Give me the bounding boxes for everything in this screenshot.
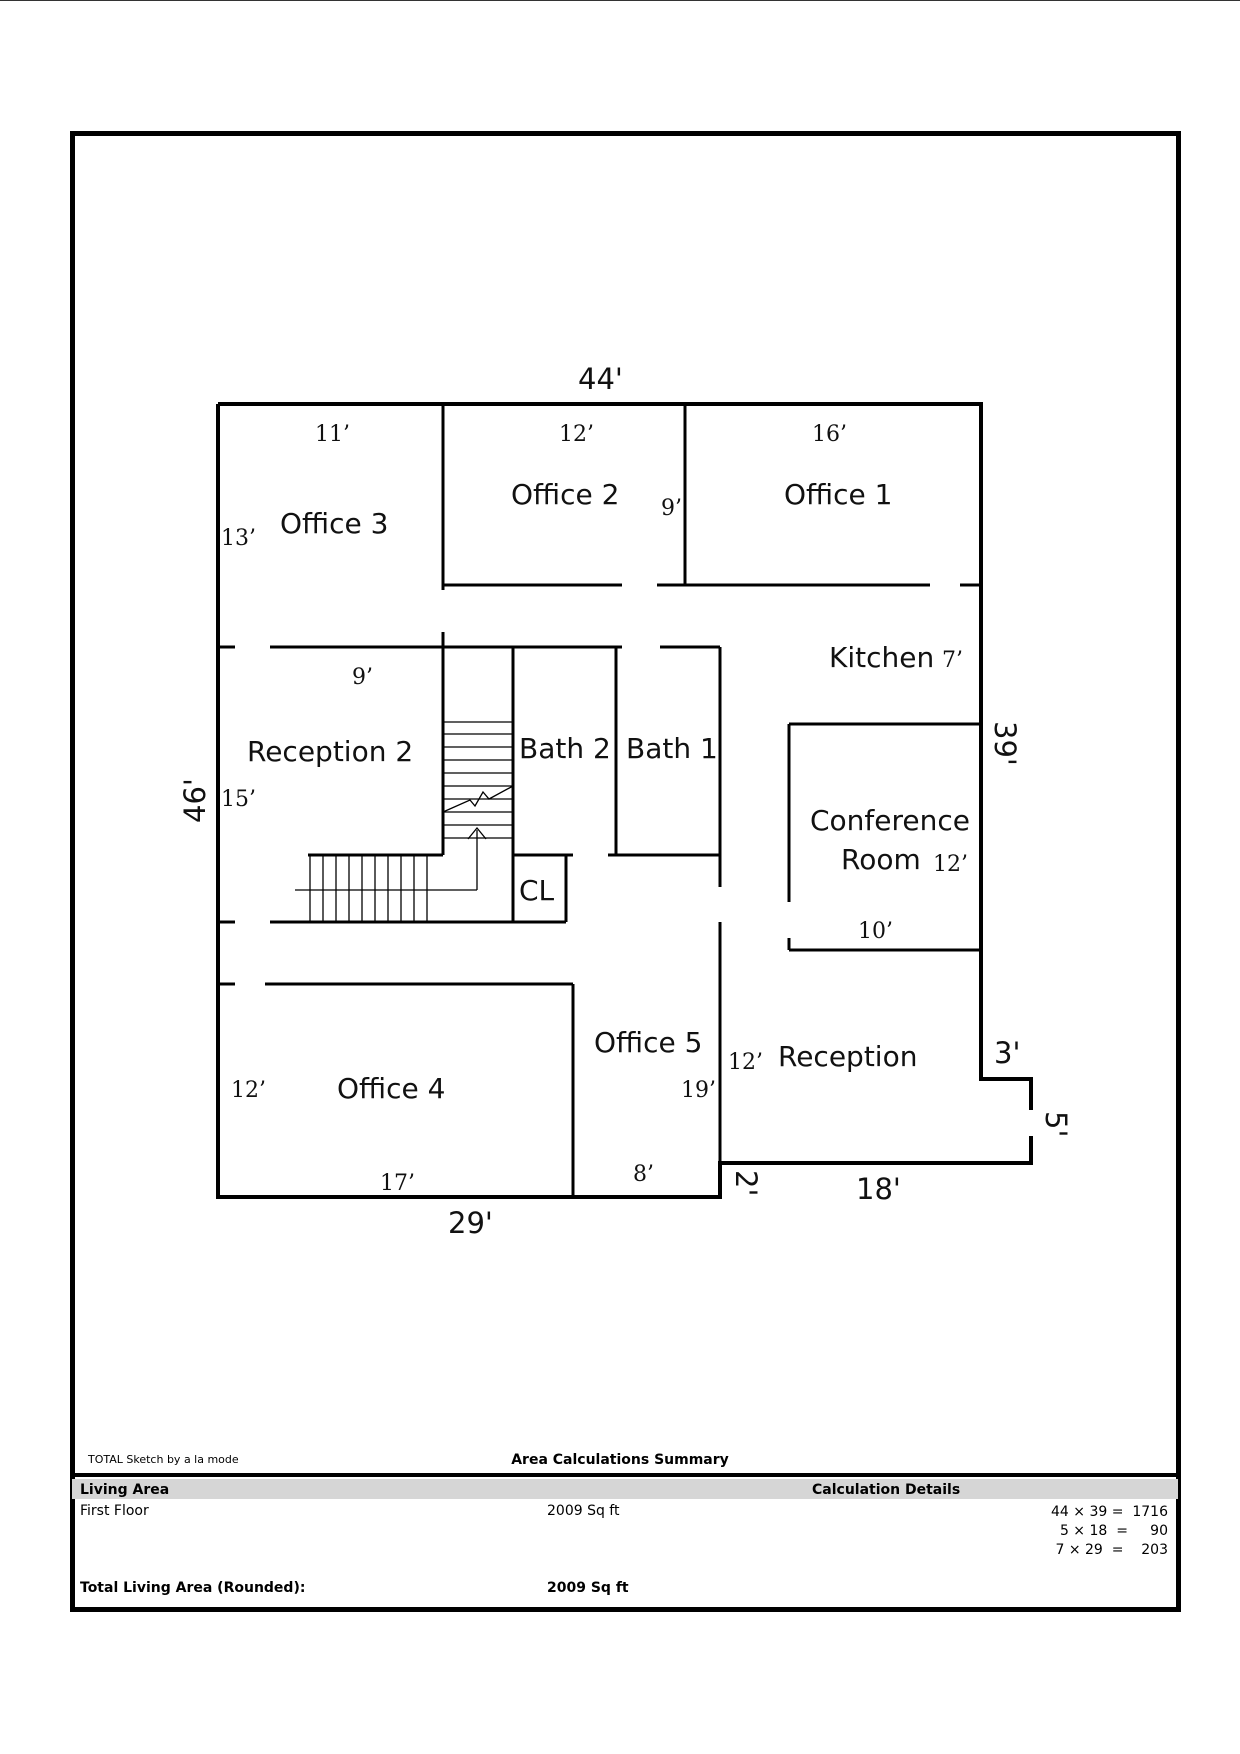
dim-office3-height: 13’ [221, 526, 256, 551]
edge-right-upper: 39' [988, 721, 1022, 766]
software-credit: TOTAL Sketch by a la mode [88, 1453, 239, 1466]
floor-name: First Floor [80, 1503, 149, 1519]
dim-office5-width: 8’ [633, 1162, 654, 1187]
edge-bottom-right: 18' [856, 1172, 901, 1206]
dim-reception2-width: 9’ [352, 665, 373, 690]
edge-top: 44' [578, 362, 623, 396]
dim-reception2-height: 15’ [221, 787, 256, 812]
room-office-2: Office 2 [511, 478, 620, 511]
calculation-lines: 44 × 39 = 1716 5 × 18 = 90 7 × 29 = 203 [1051, 1504, 1168, 1558]
dim-office5-height: 19’ [681, 1078, 716, 1103]
dim-office3-width: 11’ [315, 422, 350, 447]
room-conference-line1: Conference [810, 804, 971, 837]
dim-office2-width: 12’ [559, 422, 594, 447]
area-summary-table [72, 1473, 1178, 1609]
edge-bottom-left: 29' [448, 1206, 493, 1240]
edge-left: 46' [178, 778, 212, 823]
edge-step-small: 2' [729, 1170, 763, 1197]
room-closet: CL [519, 874, 555, 907]
dim-office2-height: 9’ [661, 496, 682, 521]
dim-kitchen: 7’ [942, 648, 963, 673]
room-conference-line2: Room [841, 843, 921, 876]
dim-conference-height: 12’ [933, 852, 968, 877]
dim-conference-width: 10’ [858, 919, 893, 944]
room-labels [247, 478, 970, 1105]
total-area-value: 2009 Sq ft [547, 1580, 629, 1596]
room-reception: Reception [778, 1040, 918, 1073]
room-bath-1: Bath 1 [626, 732, 718, 765]
room-office-4: Office 4 [337, 1072, 446, 1105]
header-calculation-details: Calculation Details [812, 1482, 961, 1498]
room-office-1: Office 1 [784, 478, 893, 511]
summary-title: Area Calculations Summary [511, 1452, 729, 1468]
dim-reception-height: 12’ [728, 1050, 763, 1075]
room-office-3: Office 3 [280, 507, 389, 540]
room-kitchen: Kitchen [829, 641, 935, 674]
floor-area: 2009 Sq ft [547, 1503, 620, 1519]
room-office-5: Office 5 [594, 1026, 703, 1059]
dim-office1-width: 16’ [812, 422, 847, 447]
summary-header-bar [72, 1479, 1178, 1499]
dim-office4-height: 12’ [231, 1078, 266, 1103]
room-reception-2: Reception 2 [247, 735, 414, 768]
edge-step-down: 5' [1039, 1111, 1073, 1138]
total-area-label: Total Living Area (Rounded): [80, 1580, 306, 1596]
dim-office4-width: 17’ [380, 1171, 415, 1196]
edge-step-right: 3' [994, 1036, 1021, 1070]
room-bath-2: Bath 2 [519, 732, 611, 765]
edge-dimensions [178, 362, 1073, 1240]
header-living-area: Living Area [80, 1482, 170, 1498]
